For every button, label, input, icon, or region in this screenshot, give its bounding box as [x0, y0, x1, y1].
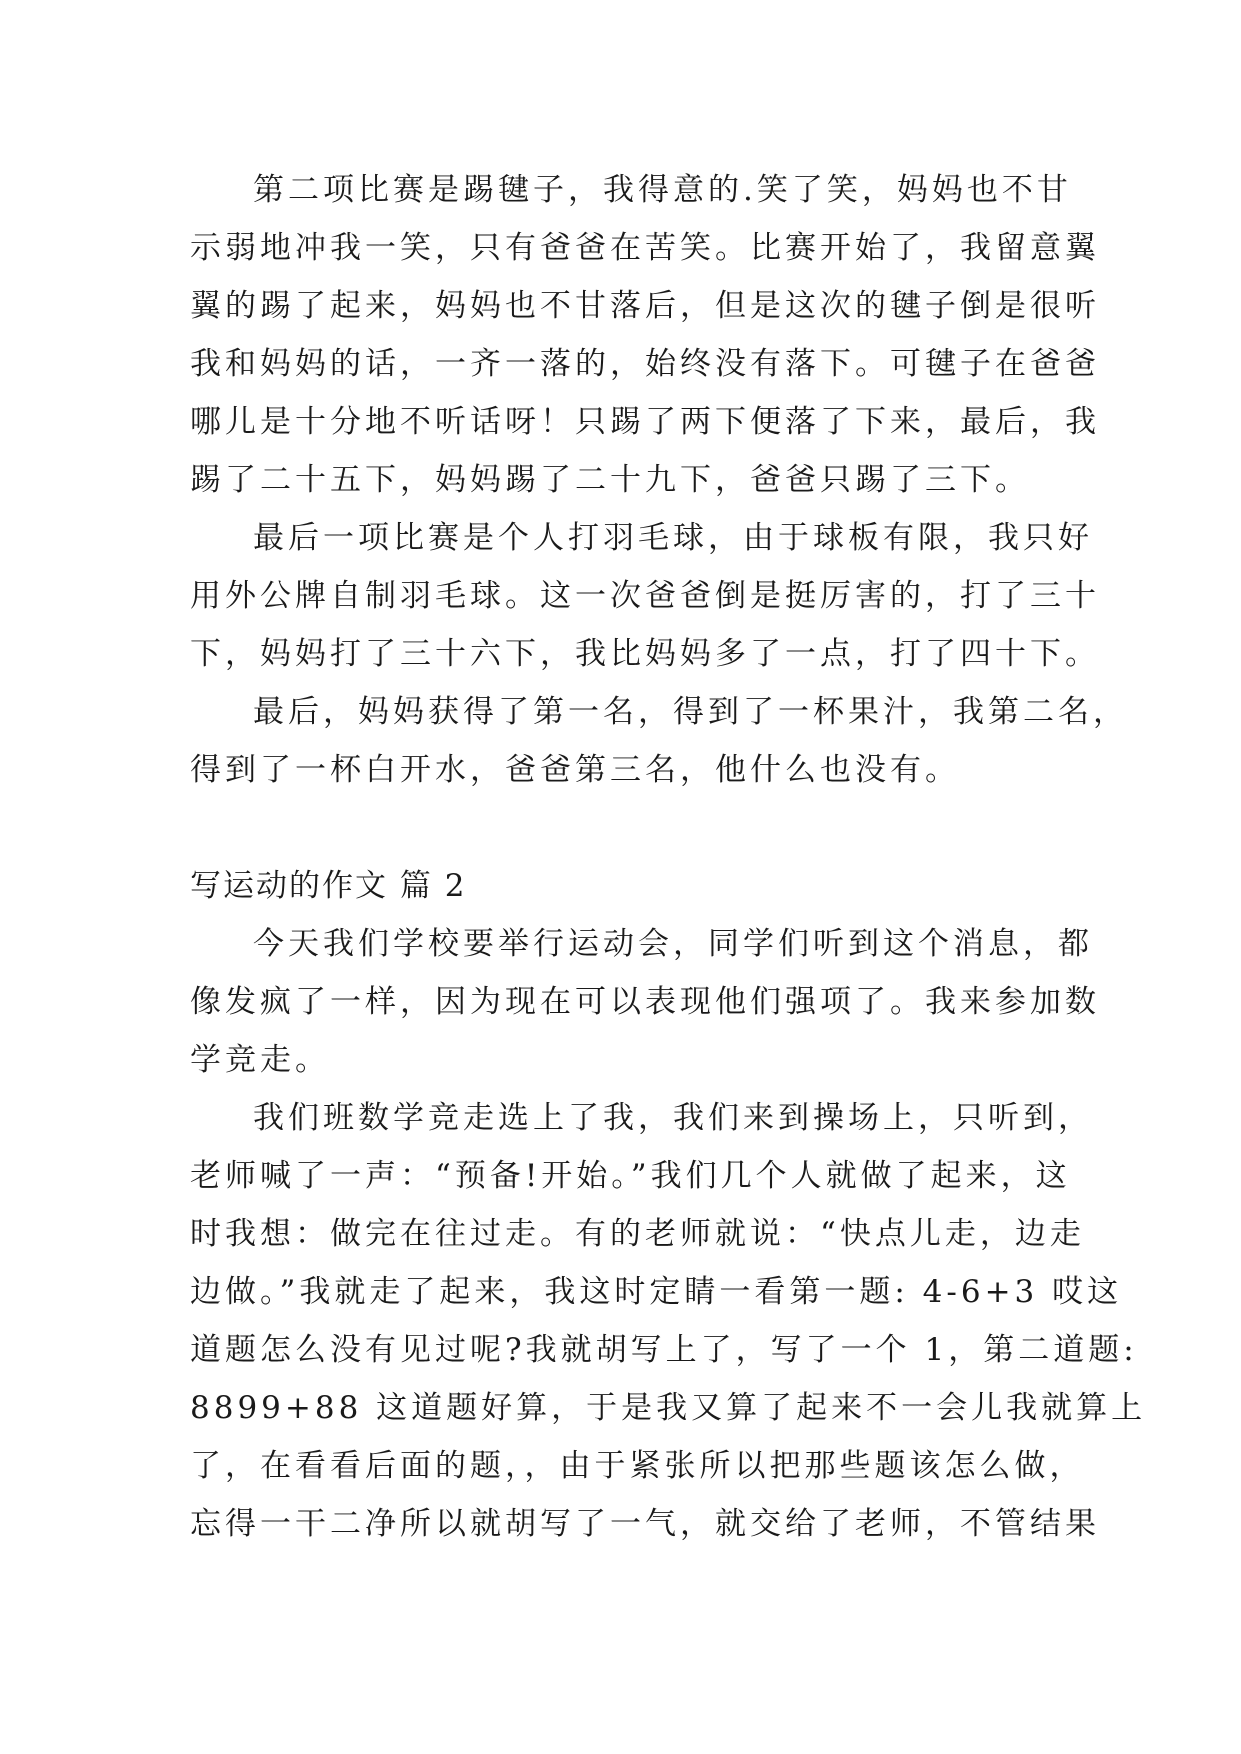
text-line: 了，在看看后面的题，，由于紧张所以把那些题该怎么做，: [190, 1448, 1085, 1484]
text-line: 第二项比赛是踢毽子，我得意的.笑了笑，妈妈也不甘: [253, 172, 1072, 208]
text-line: 我们班数学竞走选上了我，我们来到操场上，只听到，: [253, 1100, 1093, 1136]
text-line: 我和妈妈的话，一齐一落的，始终没有落下。可毽子在爸爸: [190, 346, 1100, 382]
text-line: 学竞走。: [190, 1042, 330, 1078]
text-line: 翼的踢了起来，妈妈也不甘落后，但是这次的毽子倒是很听: [190, 288, 1100, 324]
text-line: 道题怎么没有见过呢?我就胡写上了，写了一个 1，第二道题:: [190, 1332, 1138, 1368]
text-line: 下，妈妈打了三十六下，我比妈妈多了一点，打了四十下。: [190, 636, 1100, 672]
text-line: 最后一项比赛是个人打羽毛球，由于球板有限，我只好: [253, 520, 1093, 556]
text-line: 忘得一干二净所以就胡写了一气，就交给了老师，不管结果: [190, 1506, 1100, 1542]
text-line: 最后，妈妈获得了第一名，得到了一杯果汁，我第二名，: [253, 694, 1128, 730]
text-line: 哪儿是十分地不听话呀！只踢了两下便落了下来，最后，我: [190, 404, 1100, 440]
text-line: 今天我们学校要举行运动会，同学们听到这个消息，都: [253, 926, 1093, 962]
text-line: 用外公牌自制羽毛球。这一次爸爸倒是挺厉害的，打了三十: [190, 578, 1100, 614]
text-line: 示弱地冲我一笑，只有爸爸在苦笑。比赛开始了，我留意翼: [190, 230, 1100, 266]
text-line: 边做。”我就走了起来，我这时定睛一看第一题: 4-6+3 哎这: [190, 1274, 1123, 1310]
text-line: 得到了一杯白开水，爸爸第三名，他什么也没有。: [190, 752, 960, 788]
text-line: 老师喊了一声：“预备!开始。”我们几个人就做了起来，这: [190, 1158, 1071, 1194]
section-heading: 写运动的作文 篇 2: [190, 868, 467, 904]
text-line: 像发疯了一样，因为现在可以表现他们强项了。我来参加数: [190, 984, 1100, 1020]
text-line: 时我想：做完在往过走。有的老师就说：“快点儿走，边走: [190, 1216, 1085, 1252]
text-line: 踢了二十五下，妈妈踢了二十九下，爸爸只踢了三下。: [190, 462, 1030, 498]
text-line: 8899+88 这道题好算，于是我又算了起来不一会儿我就算上: [190, 1390, 1147, 1426]
